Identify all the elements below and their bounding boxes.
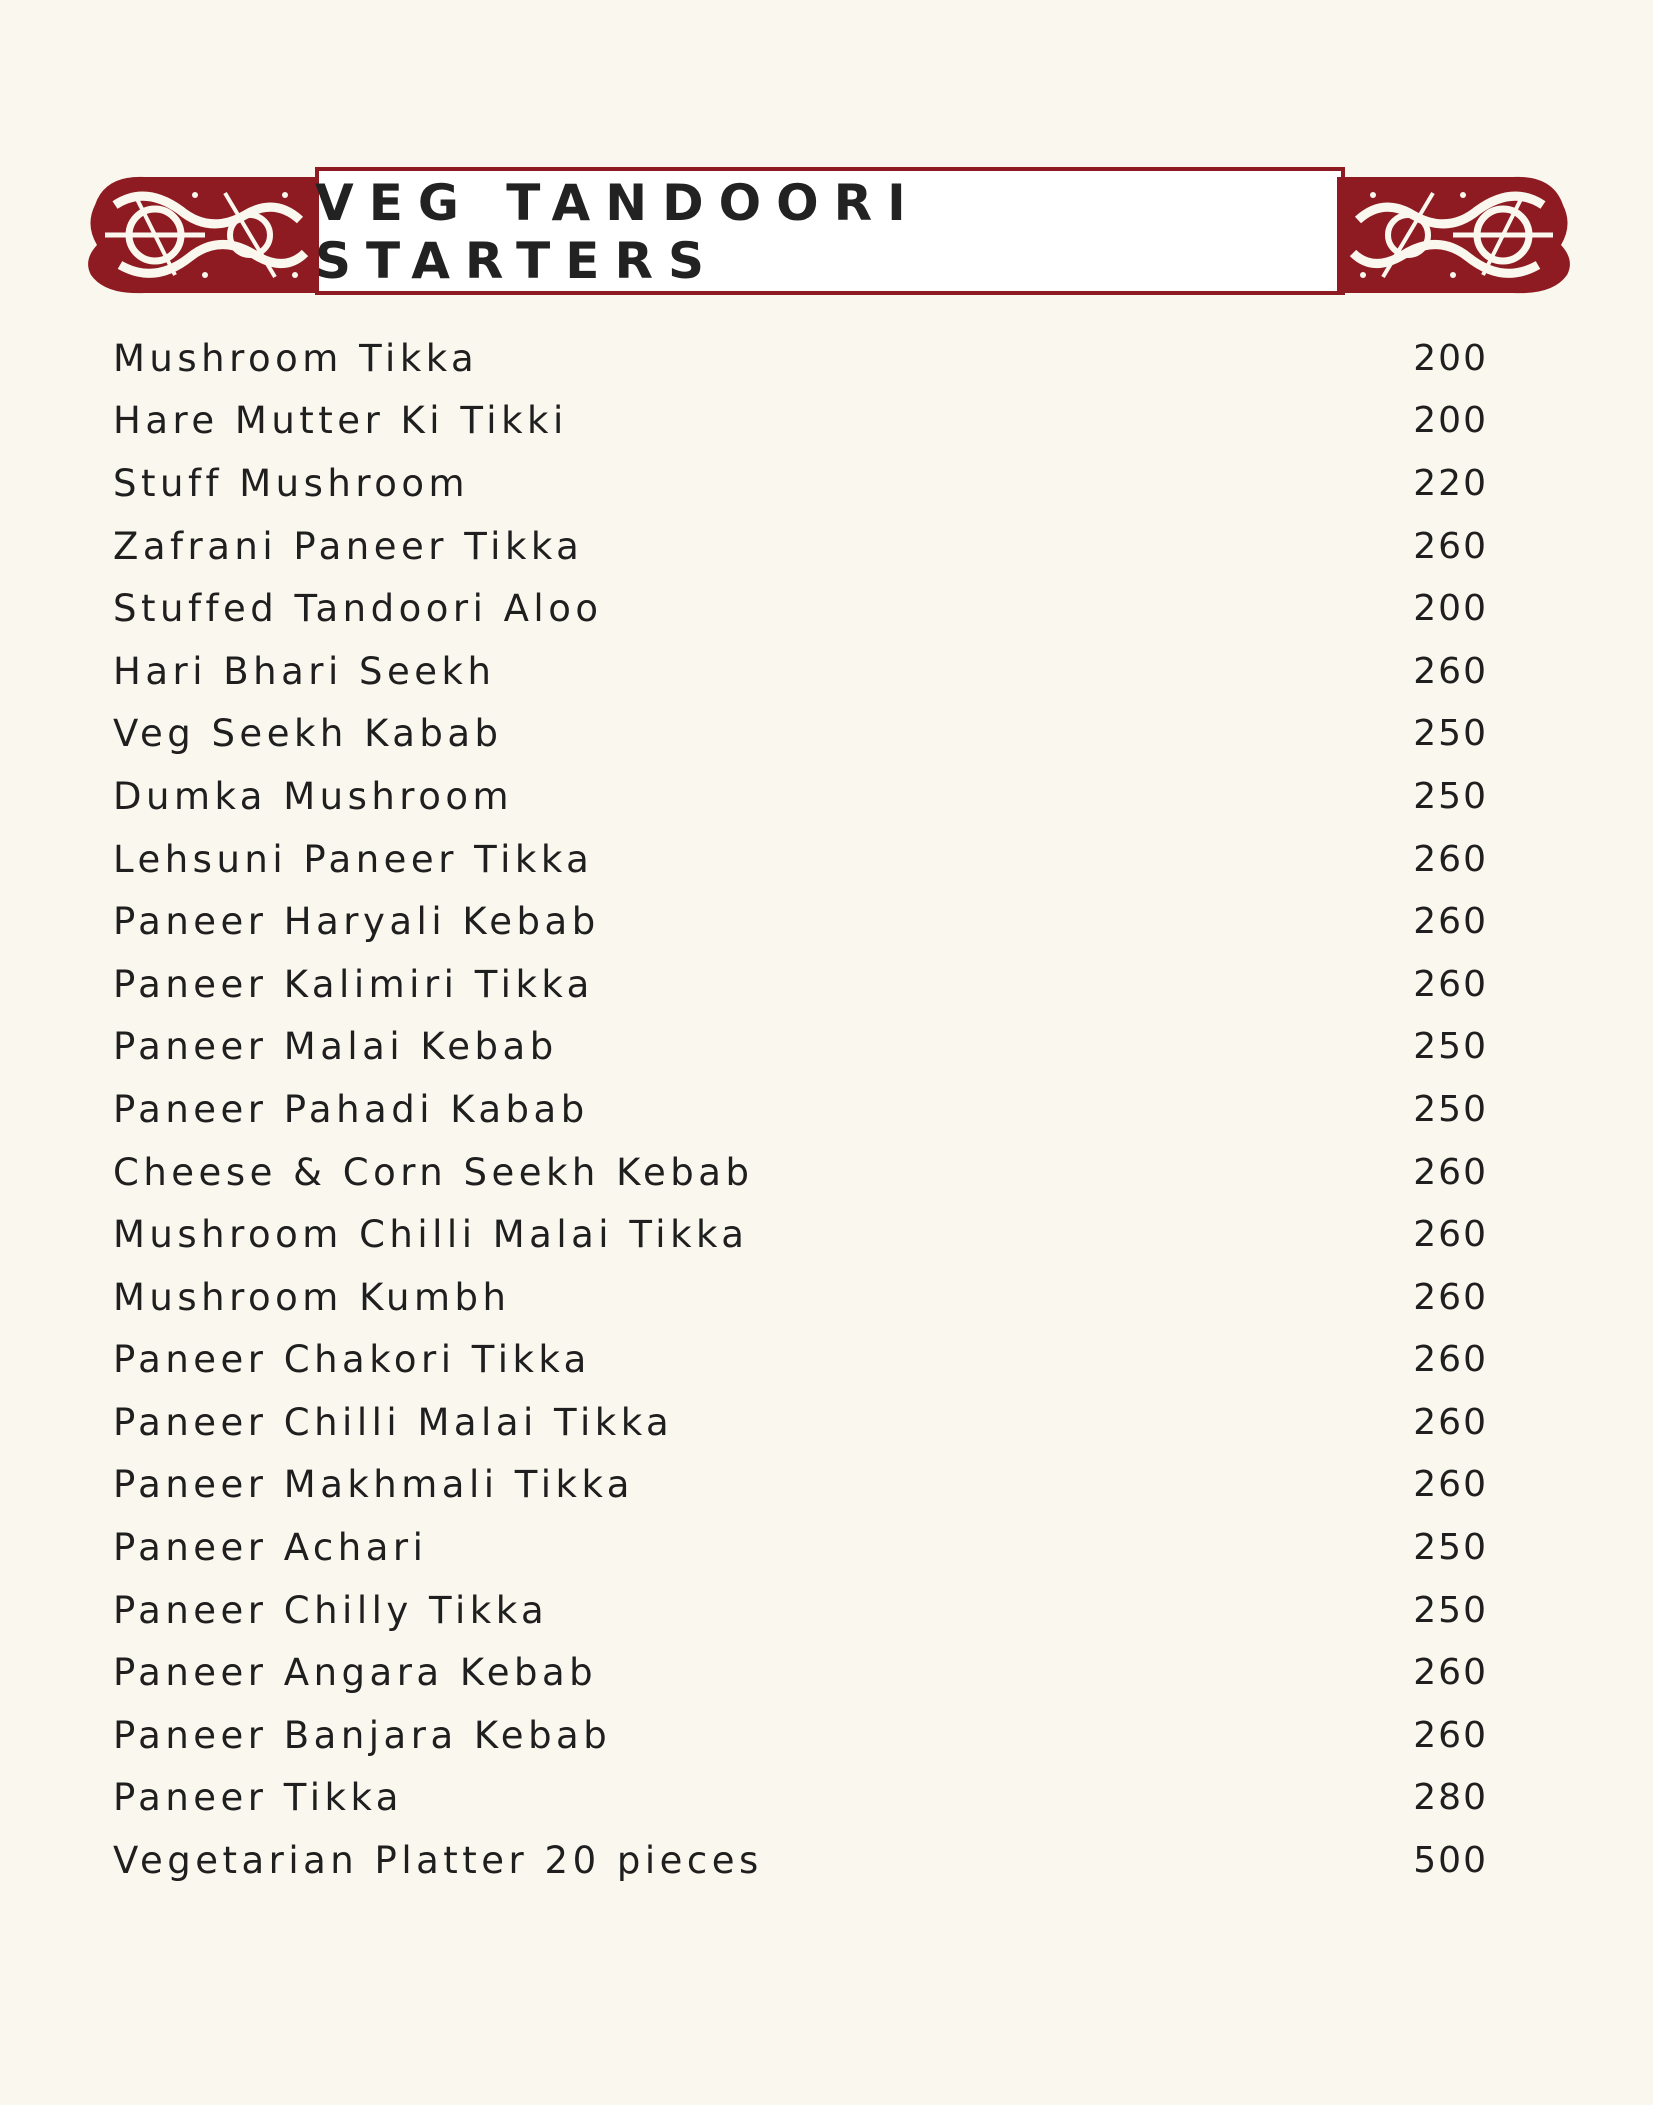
menu-item-name: Mushroom Kumbh xyxy=(113,1275,511,1319)
menu-item-name: Veg Seekh Kabab xyxy=(113,712,503,756)
menu-item xyxy=(113,327,1488,390)
celtic-knot-ornament-icon xyxy=(1337,165,1573,303)
menu-item xyxy=(113,890,1488,953)
menu-item xyxy=(113,1329,1488,1392)
menu-item-name: Cheese & Corn Seekh Kebab xyxy=(113,1150,754,1194)
menu-item xyxy=(113,953,1488,1016)
menu-item xyxy=(113,1641,1488,1704)
menu-item-price: 260 xyxy=(1413,901,1488,943)
menu-item xyxy=(113,390,1488,453)
menu-item-price: 200 xyxy=(1413,400,1488,442)
menu-item-price: 280 xyxy=(1413,1777,1488,1819)
menu-item-price: 250 xyxy=(1413,1527,1488,1569)
menu-item-price: 260 xyxy=(1413,1714,1488,1756)
menu-item-price: 260 xyxy=(1413,1464,1488,1506)
menu-item-price: 250 xyxy=(1413,1088,1488,1130)
menu-item-name: Hare Mutter Ki Tikki xyxy=(113,399,568,443)
menu-item-name: Paneer Chilli Malai Tikka xyxy=(113,1400,674,1444)
menu-item-price: 220 xyxy=(1413,462,1488,504)
menu-item-price: 200 xyxy=(1413,337,1488,379)
menu-item xyxy=(113,1704,1488,1767)
menu-item-price: 250 xyxy=(1413,713,1488,755)
menu-item-price: 260 xyxy=(1413,650,1488,692)
menu-list xyxy=(113,327,1488,1892)
page-title: VEG TANDOORI STARTERS xyxy=(315,174,921,290)
menu-item-name: Hari Bhari Seekh xyxy=(113,649,496,693)
menu-item xyxy=(113,703,1488,766)
menu-item-price: 260 xyxy=(1413,525,1488,567)
menu-item xyxy=(113,765,1488,828)
menu-item-name: Mushroom Chilli Malai Tikka xyxy=(113,1213,749,1257)
menu-item-name: Paneer Kalimiri Tikka xyxy=(113,962,594,1006)
menu-item-name: Stuffed Tandoori Aloo xyxy=(113,587,603,631)
menu-item-name: Paneer Angara Kebab xyxy=(113,1651,598,1695)
menu-item-name: Vegetarian Platter 20 pieces xyxy=(113,1839,763,1883)
menu-item xyxy=(113,515,1488,578)
menu-item xyxy=(113,640,1488,703)
menu-item xyxy=(113,1078,1488,1141)
menu-item xyxy=(113,452,1488,515)
menu-item xyxy=(113,1579,1488,1642)
menu-item xyxy=(113,577,1488,640)
menu-item xyxy=(113,1266,1488,1329)
menu-item-price: 260 xyxy=(1413,1339,1488,1381)
menu-item-name: Lehsuni Paneer Tikka xyxy=(113,837,594,881)
menu-item-name: Mushroom Tikka xyxy=(113,336,479,380)
menu-item xyxy=(113,1391,1488,1454)
menu-item-price: 260 xyxy=(1413,838,1488,880)
menu-item-name: Paneer Tikka xyxy=(113,1776,403,1820)
menu-item-name: Paneer Chakori Tikka xyxy=(113,1338,591,1382)
menu-item-name: Zafrani Paneer Tikka xyxy=(113,524,584,568)
menu-item-name: Paneer Chilly Tikka xyxy=(113,1588,549,1632)
menu-item xyxy=(113,1829,1488,1892)
menu-item-name: Paneer Malai Kebab xyxy=(113,1025,558,1069)
menu-item xyxy=(113,1203,1488,1266)
menu-item-price: 200 xyxy=(1413,588,1488,630)
menu-item xyxy=(113,1016,1488,1079)
menu-item-name: Paneer Pahadi Kabab xyxy=(113,1087,589,1131)
menu-item-name: Stuff Mushroom xyxy=(113,461,470,505)
menu-item-price: 260 xyxy=(1413,1401,1488,1443)
menu-item xyxy=(113,1141,1488,1204)
menu-item xyxy=(113,1516,1488,1579)
menu-item-name: Dumka Mushroom xyxy=(113,774,514,818)
menu-item xyxy=(113,1454,1488,1517)
section-header-banner xyxy=(85,165,1573,303)
menu-item-name: Paneer Achari xyxy=(113,1526,428,1570)
menu-item-price: 250 xyxy=(1413,1589,1488,1631)
menu-item-price: 250 xyxy=(1413,1026,1488,1068)
celtic-knot-ornament-icon xyxy=(85,165,321,303)
menu-item xyxy=(113,1767,1488,1830)
menu-item-price: 260 xyxy=(1413,1652,1488,1694)
menu-item xyxy=(113,828,1488,891)
menu-item-price: 260 xyxy=(1413,1214,1488,1256)
menu-item-name: Paneer Makhmali Tikka xyxy=(113,1463,634,1507)
menu-item-price: 260 xyxy=(1413,1151,1488,1193)
menu-item-price: 250 xyxy=(1413,775,1488,817)
menu-item-name: Paneer Haryali Kebab xyxy=(113,900,600,944)
menu-item-name: Paneer Banjara Kebab xyxy=(113,1713,612,1757)
menu-item-price: 260 xyxy=(1413,1276,1488,1318)
menu-item-price: 500 xyxy=(1413,1840,1488,1882)
menu-item-price: 260 xyxy=(1413,963,1488,1005)
